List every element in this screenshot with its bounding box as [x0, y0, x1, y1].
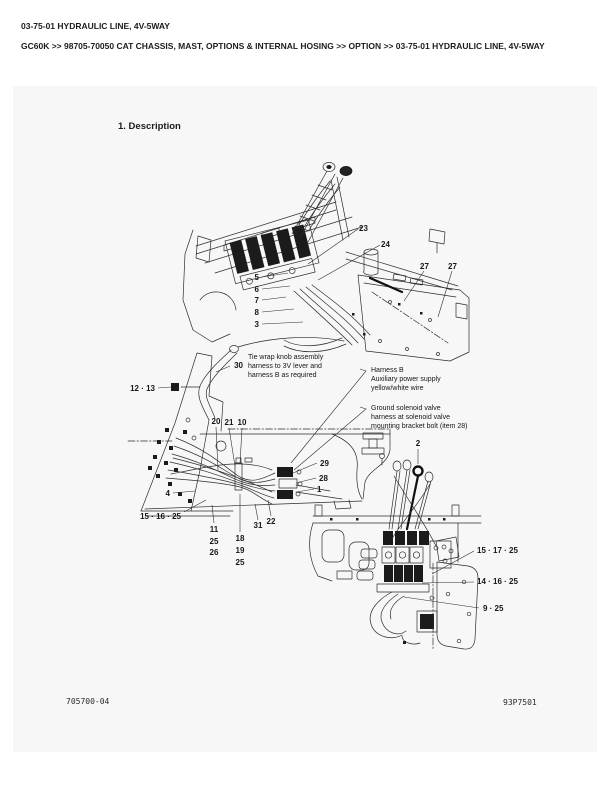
callout-14-16-25: 14 · 16 · 25 [477, 577, 518, 586]
annotation-line: yellow/white wire [371, 385, 424, 392]
harness-b-wire [370, 278, 402, 292]
callout-4: 4 [165, 489, 170, 498]
annotation-ground-solenoid [371, 405, 468, 430]
section-title: 1. Description [118, 121, 181, 132]
callout-15-17-25: 15 · 17 · 25 [477, 546, 518, 555]
callout-27: 27 [448, 262, 457, 271]
callout-23: 23 [359, 224, 368, 233]
operator-compartment-view [310, 460, 481, 649]
valve-cover [437, 562, 478, 649]
callout-24: 24 [381, 240, 390, 249]
callout-8: 8 [254, 308, 259, 317]
callout-22: 22 [266, 517, 276, 526]
callout-6: 6 [254, 285, 259, 294]
breadcrumb: GC60K >> 98705-70050 CAT CHASSIS, MAST, OPTIONS & INTERNAL HOSING >> OPTION >> 03-75-01 HYDRAULIC LINE, 4V-5WAY [21, 41, 545, 51]
callout-12-13: 12 · 13 [130, 384, 155, 393]
callout-9-25: 9 · 25 [483, 604, 504, 613]
callout-1: 1 [317, 485, 322, 494]
annotation-line: Tie wrap knob assembly [248, 354, 324, 361]
callout-10: 10 [237, 418, 247, 427]
lever-knob [340, 166, 352, 175]
annotation-line: harness to 3V lever and [248, 363, 322, 370]
callout-27: 27 [420, 262, 429, 271]
callout-11: 11 [209, 525, 219, 534]
aux-lever-knob [414, 467, 423, 476]
callout-5: 5 [254, 273, 259, 282]
callout-19: 19 [235, 546, 245, 555]
callout-21: 21 [224, 418, 234, 427]
solenoid-valve [277, 467, 302, 499]
callout-3: 3 [254, 320, 259, 329]
callout-31: 31 [253, 521, 263, 530]
callout-18: 18 [235, 534, 245, 543]
annotation-line: mounting bracket bolt (item 28) [371, 423, 468, 430]
callout-7: 7 [254, 296, 259, 305]
doc-title: 03-75-01 HYDRAULIC LINE, 4V-5WAY [21, 21, 170, 31]
callout-20: 20 [211, 417, 221, 426]
figure-number: 705700-04 [66, 697, 110, 706]
knob-assembly-conduit [199, 350, 231, 420]
annotation-line: Auxiliary power supply [371, 376, 441, 383]
annotation-line: harness at solenoid valve [371, 414, 450, 421]
callout-15-16-25: 15 · 16 · 25 [140, 512, 181, 521]
annotation-harness-b [371, 367, 441, 392]
callout-28: 28 [319, 474, 328, 483]
callout-labels [130, 224, 518, 613]
callout-2: 2 [415, 439, 421, 448]
annotation-line: Harness B [371, 367, 404, 374]
callout-25: 25 [235, 558, 245, 567]
annotation-line: harness B as required [248, 372, 317, 379]
callout-25: 25 [209, 537, 219, 546]
callout-26: 26 [209, 548, 219, 557]
figure-code: 93P7501 [503, 698, 537, 707]
annotation-tie-wrap [248, 354, 324, 379]
callout-29: 29 [320, 459, 329, 468]
annotation-line: Ground solenoid valve [371, 405, 441, 412]
control-valve-bank [225, 220, 321, 291]
callout-30: 30 [234, 361, 243, 370]
